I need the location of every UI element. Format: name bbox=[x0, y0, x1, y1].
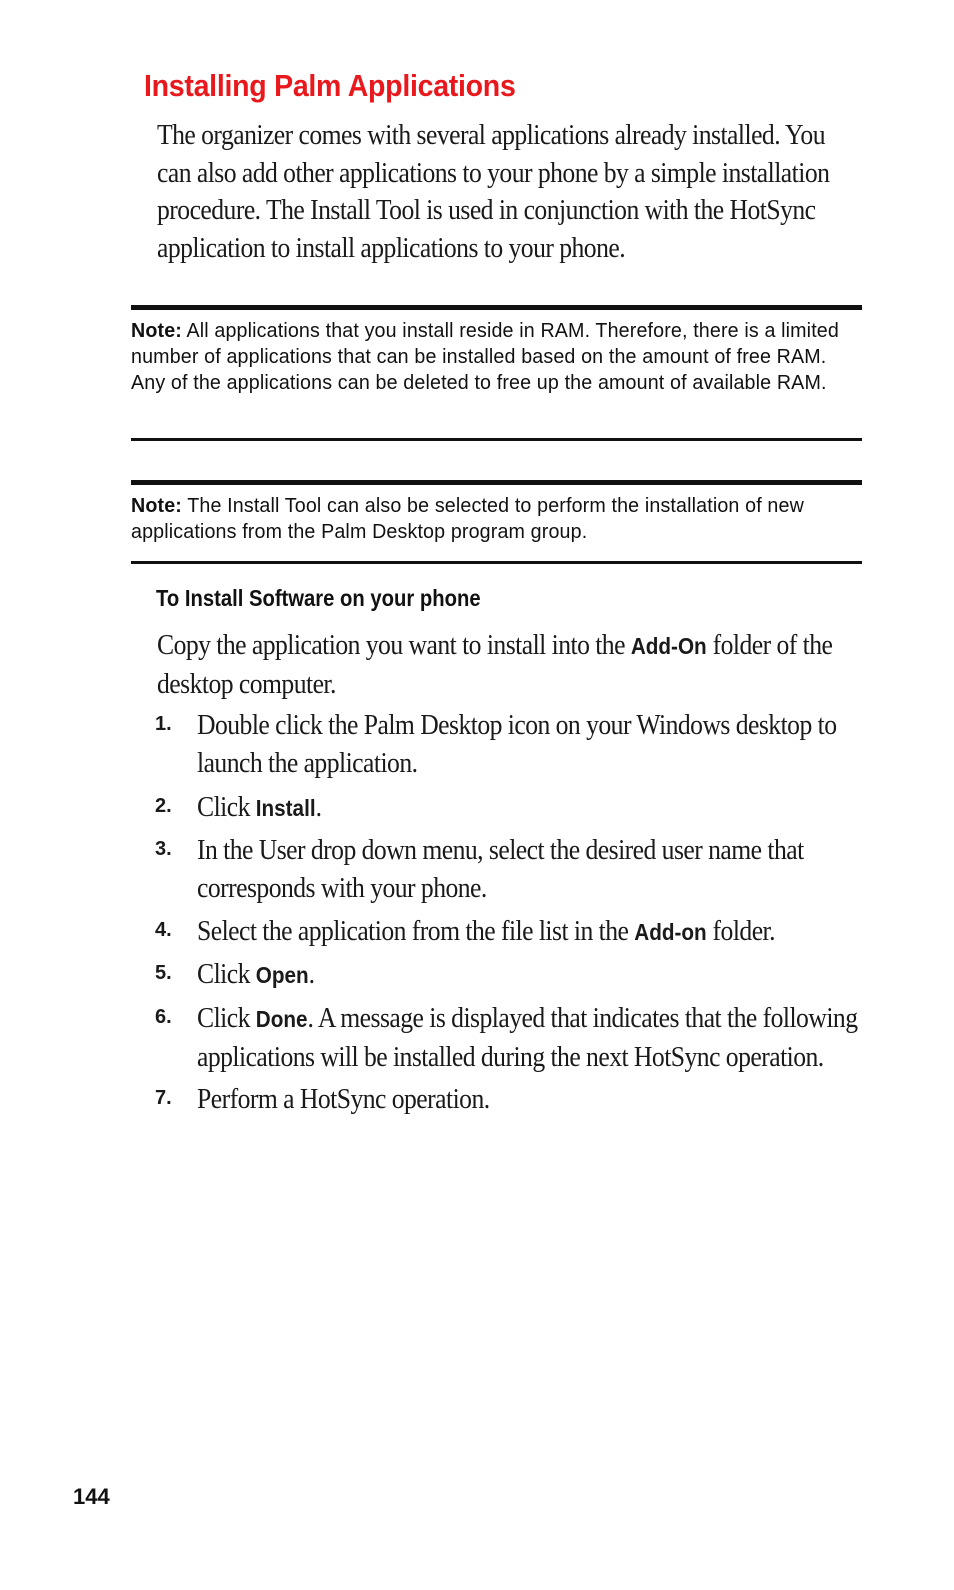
procedure-heading: To Install Software on your phone bbox=[156, 585, 481, 611]
procedure-intro-text: Copy the application you want to install into the bbox=[157, 630, 631, 661]
addon-folder-term: Add-on bbox=[634, 919, 707, 945]
step-text bbox=[197, 1000, 895, 1076]
step-text-part: Perform a HotSync operation. bbox=[197, 1084, 490, 1115]
step-text-part: Click bbox=[197, 1003, 256, 1034]
done-term: Done bbox=[255, 1006, 308, 1032]
step-text bbox=[197, 913, 895, 952]
step-text-part: . A message is displayed that indicates that the following applications will be installed during the next HotSync operation. bbox=[197, 1003, 858, 1073]
step-text-part: . bbox=[315, 792, 322, 823]
step-number: 1. bbox=[155, 713, 172, 735]
step-text bbox=[197, 832, 895, 907]
section-title: Installing Palm Applications bbox=[144, 68, 516, 103]
step-text-part: Double click the Palm Desktop icon on your Windows desktop to launch the application. bbox=[197, 710, 837, 779]
addon-folder-term: Add-On bbox=[630, 633, 707, 659]
note-body: The Install Tool can also be selected to perform the installation of new applications from the Palm Desktop program group. bbox=[131, 494, 804, 543]
note-label: Note: bbox=[131, 494, 182, 517]
step-text-part: Select the application from the file list in the bbox=[197, 916, 635, 947]
step-text-part: Click bbox=[197, 792, 256, 823]
step-number: 6. bbox=[155, 1006, 172, 1028]
step-text-part: . bbox=[308, 959, 315, 990]
note-text bbox=[131, 310, 857, 396]
step-text-part: In the User drop down menu, select the desired user name that corresponds with your phone. bbox=[197, 835, 804, 904]
open-term: Open bbox=[255, 962, 309, 988]
note-box-install-tool bbox=[131, 480, 862, 564]
step-text bbox=[197, 707, 895, 782]
note-body: All applications that you install reside in RAM. Therefore, there is a limited number of applications that can be installed based on the amount of free RAM. Any of the applications can be deleted to free up the amount of available RAM. bbox=[131, 319, 839, 394]
step-number: 4. bbox=[155, 919, 172, 941]
step-text-part: Click bbox=[197, 959, 256, 990]
install-term: Install bbox=[255, 795, 316, 821]
step-text bbox=[197, 1081, 895, 1119]
procedure-intro-text-end: folder of the desktop computer. bbox=[157, 630, 833, 700]
note-label: Note: bbox=[131, 319, 182, 342]
note-text bbox=[131, 485, 857, 545]
procedure-intro bbox=[157, 627, 850, 703]
step-text-part: folder. bbox=[706, 916, 776, 947]
intro-paragraph: The organizer comes with several applications already installed. You can also add other applications to your phone by a simple installation procedure. The Install Tool is used in conjunction with the HotSync application to install applications to your phone. bbox=[157, 120, 830, 265]
step-number: 5. bbox=[155, 962, 172, 984]
step-text bbox=[197, 956, 895, 995]
step-number: 2. bbox=[155, 795, 172, 817]
note-box-ram bbox=[131, 305, 862, 441]
step-number: 3. bbox=[155, 838, 172, 860]
step-text bbox=[197, 789, 895, 828]
step-number: 7. bbox=[155, 1087, 172, 1109]
page-number: 144 bbox=[73, 1484, 110, 1509]
